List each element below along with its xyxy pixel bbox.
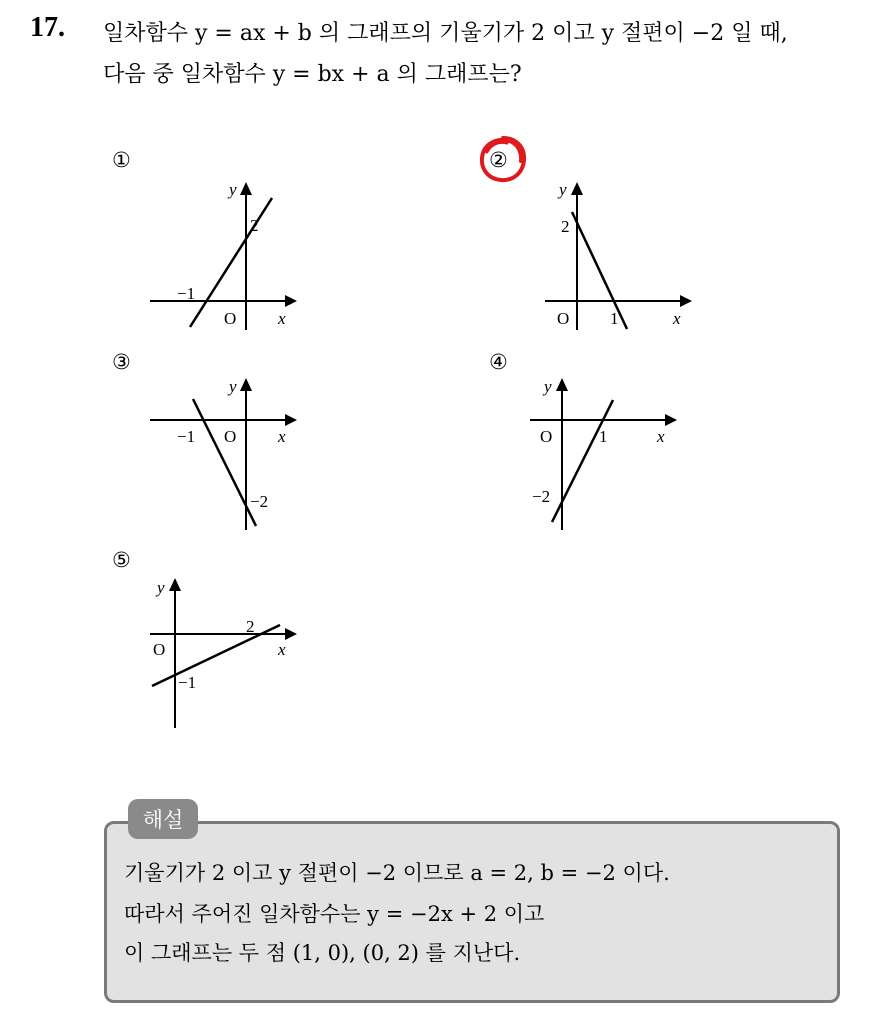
x-axis-label: x xyxy=(278,640,286,659)
solution-line-2: 따라서 주어진 일차함수는 y = −2x + 2 이고 xyxy=(124,902,545,926)
solution-line-3: 이 그래프는 두 점 (1, 0), (0, 2) 를 지난다. xyxy=(124,941,521,965)
y-axis-label: y xyxy=(544,377,552,396)
choice-2-graph xyxy=(535,170,705,340)
x-intercept-label: 1 xyxy=(610,309,619,328)
choice-5-mark[interactable]: ⑤ xyxy=(112,548,131,572)
solution-line-1: 기울기가 2 이고 y 절편이 −2 이므로 a = 2, b = −2 이다. xyxy=(124,861,670,885)
choice-1-graph xyxy=(140,170,310,340)
y-axis-arrow xyxy=(240,378,252,391)
x-axis-label: x xyxy=(278,427,286,446)
y-intercept-label: −2 xyxy=(250,492,269,511)
y-axis-arrow xyxy=(556,378,568,391)
choice-3-mark[interactable]: ③ xyxy=(112,350,131,374)
question-text-line-2: 다음 중 일차함수 y = bx + a 의 그래프는? xyxy=(103,62,522,87)
choice-4-mark[interactable]: ④ xyxy=(489,350,508,374)
origin-label: O xyxy=(224,309,237,328)
y-axis-label: y xyxy=(229,180,237,199)
origin-label: O xyxy=(224,427,237,446)
y-axis-label: y xyxy=(559,180,567,199)
origin-label: O xyxy=(153,640,166,659)
graph-line xyxy=(190,198,272,327)
y-axis-arrow xyxy=(169,578,181,591)
question-number: 17. xyxy=(30,12,65,43)
x-axis-arrow xyxy=(285,295,297,307)
x-axis-label: x xyxy=(673,309,681,328)
origin-label: O xyxy=(540,427,553,446)
choice-1-mark[interactable]: ① xyxy=(112,148,131,172)
x-axis-arrow xyxy=(285,628,297,640)
y-intercept-label: 2 xyxy=(561,217,570,236)
choice-3-graph xyxy=(140,370,310,540)
y-axis-label: y xyxy=(229,377,237,396)
y-axis-label: y xyxy=(157,578,165,597)
x-intercept-label: 2 xyxy=(246,617,255,636)
y-intercept-label: 2 xyxy=(250,216,259,235)
y-axis-arrow xyxy=(240,182,252,195)
choice-5-graph xyxy=(140,570,310,740)
choice-2-mark[interactable]: ② xyxy=(489,148,508,172)
graph-line xyxy=(572,212,627,329)
origin-label: O xyxy=(557,309,570,328)
x-axis-arrow xyxy=(680,295,692,307)
x-intercept-label: −1 xyxy=(177,284,196,303)
x-intercept-label: 1 xyxy=(599,427,608,446)
y-intercept-label: −2 xyxy=(532,487,551,506)
x-intercept-label: −1 xyxy=(177,427,196,446)
question-text-line-1: 일차함수 y = ax + b 의 그래프의 기울기가 2 이고 y 절편이 −2 일 때, xyxy=(103,21,788,46)
x-axis-label: x xyxy=(657,427,665,446)
x-axis-arrow xyxy=(285,414,297,426)
solution-tab: 해설 xyxy=(128,799,198,839)
y-axis-arrow xyxy=(571,182,583,195)
x-axis-label: x xyxy=(278,309,286,328)
x-axis-arrow xyxy=(665,414,677,426)
choice-4-graph xyxy=(520,370,690,540)
y-intercept-label: −1 xyxy=(178,673,197,692)
